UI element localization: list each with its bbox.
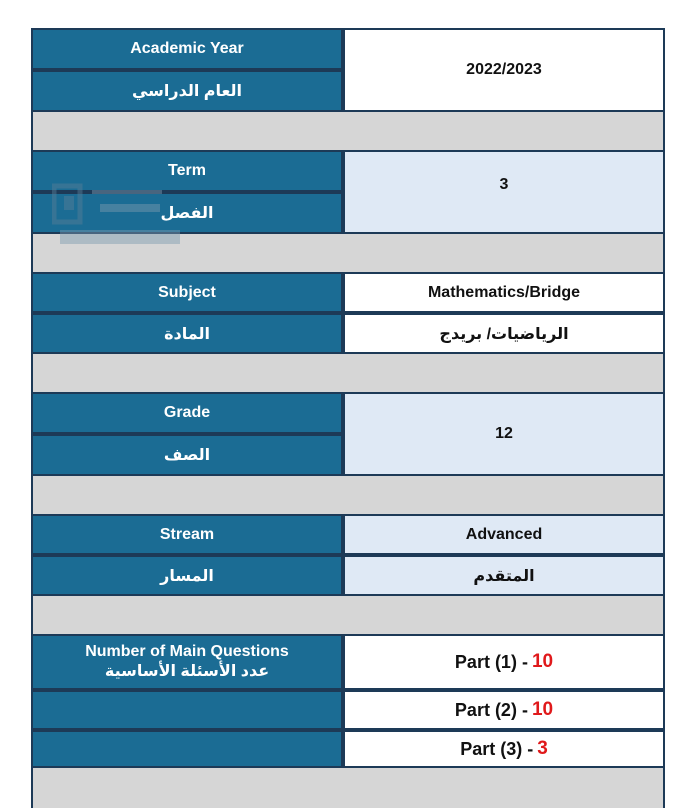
questions-label-blank: [33, 692, 341, 728]
academic-year-row: [33, 30, 663, 110]
stream-label-en: Stream: [33, 516, 341, 553]
academic-year-label-ar: العام الدراسي: [33, 72, 341, 110]
part-2: [345, 692, 663, 728]
part-1-count: 10: [531, 651, 554, 672]
separator: [33, 112, 663, 150]
separator: [33, 596, 663, 634]
questions-label-blank: [33, 732, 341, 766]
grade-row: [33, 394, 663, 474]
stream-label-ar: المسار: [33, 557, 341, 594]
term-label-en: Term: [33, 152, 341, 190]
stream-value-ar: المتقدم: [345, 557, 663, 594]
part-3-label: Part (3) -: [460, 738, 534, 759]
part-1-label: Part (1) -: [454, 651, 528, 672]
term-value: 3: [345, 152, 663, 232]
subject-label-en: Subject: [33, 274, 341, 311]
grade-label-en: Grade: [33, 394, 341, 432]
part-1: [345, 636, 663, 688]
academic-year-value: 2022/2023: [345, 30, 663, 110]
separator: [33, 476, 663, 514]
academic-year-label-en: Academic Year: [33, 30, 341, 68]
grade-value: 12: [345, 394, 663, 474]
questions-label: [33, 636, 341, 688]
term-label-ar: الفصل: [33, 194, 341, 232]
subject-value-en: Mathematics/Bridge: [345, 274, 663, 311]
part-3: [345, 732, 663, 766]
watermark-logo-icon: [52, 182, 187, 252]
subject-value-ar: الرياضيات/ بريدج: [345, 315, 663, 352]
stream-row: [33, 516, 663, 594]
part-2-label: Part (2) -: [454, 699, 528, 720]
exam-info-table: [31, 28, 665, 808]
questions-label-ar: عدد الأسئلة الأساسية: [104, 663, 270, 680]
part-2-count: 10: [531, 699, 554, 720]
stream-value-en: Advanced: [345, 516, 663, 553]
questions-row: [33, 636, 663, 766]
separator: [33, 768, 663, 808]
part-3-count: 3: [537, 738, 548, 759]
subject-row: [33, 274, 663, 352]
questions-label-en: Number of Main Questions: [85, 643, 289, 660]
subject-label-ar: المادة: [33, 315, 341, 352]
grade-label-ar: الصف: [33, 436, 341, 474]
separator: [33, 354, 663, 392]
